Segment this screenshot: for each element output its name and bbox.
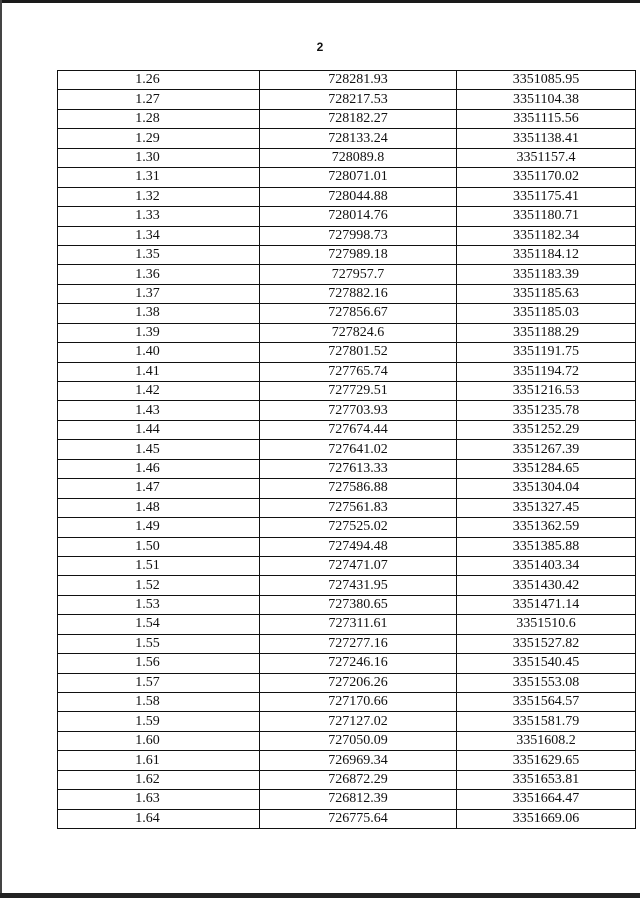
- x-coordinate-cell: 728217.53: [260, 90, 457, 109]
- y-coordinate-cell: 3351188.29: [457, 323, 636, 342]
- table-row: [58, 265, 636, 284]
- point-number-cell: 1.32: [58, 187, 260, 206]
- point-number-cell: 1.43: [58, 401, 260, 420]
- x-coordinate-cell: 728182.27: [260, 109, 457, 128]
- y-coordinate-cell: 3351527.82: [457, 634, 636, 653]
- point-number-cell: 1.61: [58, 751, 260, 770]
- table-row: [58, 595, 636, 614]
- y-coordinate-cell: 3351157.4: [457, 148, 636, 167]
- x-coordinate-cell: 727729.51: [260, 382, 457, 401]
- point-number-cell: 1.56: [58, 654, 260, 673]
- y-coordinate-cell: 3351403.34: [457, 556, 636, 575]
- point-number-cell: 1.58: [58, 693, 260, 712]
- point-number-cell: 1.64: [58, 809, 260, 828]
- x-coordinate-cell: 727380.65: [260, 595, 457, 614]
- table-row: [58, 304, 636, 323]
- y-coordinate-cell: 3351553.08: [457, 673, 636, 692]
- point-number-cell: 1.26: [58, 71, 260, 90]
- x-coordinate-cell: 727989.18: [260, 245, 457, 264]
- y-coordinate-cell: 3351184.12: [457, 245, 636, 264]
- y-coordinate-cell: 3351175.41: [457, 187, 636, 206]
- table-row: [58, 498, 636, 517]
- x-coordinate-cell: 727431.95: [260, 576, 457, 595]
- table-row: [58, 634, 636, 653]
- x-coordinate-cell: 727471.07: [260, 556, 457, 575]
- point-number-cell: 1.63: [58, 790, 260, 809]
- table-row: [58, 479, 636, 498]
- y-coordinate-cell: 3351304.04: [457, 479, 636, 498]
- y-coordinate-cell: 3351385.88: [457, 537, 636, 556]
- y-coordinate-cell: 3351267.39: [457, 440, 636, 459]
- table-row: [58, 731, 636, 750]
- y-coordinate-cell: 3351284.65: [457, 459, 636, 478]
- scan-edge-left: [0, 0, 2, 898]
- x-coordinate-cell: 727703.93: [260, 401, 457, 420]
- table-row: [58, 712, 636, 731]
- x-coordinate-cell: 727613.33: [260, 459, 457, 478]
- y-coordinate-cell: 3351540.45: [457, 654, 636, 673]
- scan-edge-bottom: [0, 893, 640, 898]
- table-row: [58, 654, 636, 673]
- y-coordinate-cell: 3351653.81: [457, 770, 636, 789]
- x-coordinate-cell: 727246.16: [260, 654, 457, 673]
- y-coordinate-cell: 3351608.2: [457, 731, 636, 750]
- table-row: [58, 129, 636, 148]
- x-coordinate-cell: 726775.64: [260, 809, 457, 828]
- y-coordinate-cell: 3351170.02: [457, 168, 636, 187]
- point-number-cell: 1.52: [58, 576, 260, 595]
- point-number-cell: 1.49: [58, 518, 260, 537]
- point-number-cell: 1.39: [58, 323, 260, 342]
- table-row: [58, 809, 636, 828]
- table-row: [58, 751, 636, 770]
- table-row: [58, 576, 636, 595]
- point-number-cell: 1.44: [58, 420, 260, 439]
- table-row: [58, 537, 636, 556]
- x-coordinate-cell: 726872.29: [260, 770, 457, 789]
- y-coordinate-cell: 3351185.63: [457, 284, 636, 303]
- x-coordinate-cell: 727170.66: [260, 693, 457, 712]
- point-number-cell: 1.62: [58, 770, 260, 789]
- point-number-cell: 1.34: [58, 226, 260, 245]
- x-coordinate-cell: 727050.09: [260, 731, 457, 750]
- y-coordinate-cell: 3351235.78: [457, 401, 636, 420]
- coordinates-table-body: [58, 71, 636, 829]
- table-row: [58, 148, 636, 167]
- x-coordinate-cell: 727127.02: [260, 712, 457, 731]
- x-coordinate-cell: 727206.26: [260, 673, 457, 692]
- table-row: [58, 770, 636, 789]
- table-row: [58, 187, 636, 206]
- x-coordinate-cell: 726969.34: [260, 751, 457, 770]
- x-coordinate-cell: 727641.02: [260, 440, 457, 459]
- point-number-cell: 1.54: [58, 615, 260, 634]
- table-row: [58, 693, 636, 712]
- point-number-cell: 1.37: [58, 284, 260, 303]
- point-number-cell: 1.31: [58, 168, 260, 187]
- table-row: [58, 323, 636, 342]
- x-coordinate-cell: 728071.01: [260, 168, 457, 187]
- point-number-cell: 1.29: [58, 129, 260, 148]
- point-number-cell: 1.28: [58, 109, 260, 128]
- x-coordinate-cell: 728014.76: [260, 207, 457, 226]
- x-coordinate-cell: 727882.16: [260, 284, 457, 303]
- point-number-cell: 1.27: [58, 90, 260, 109]
- x-coordinate-cell: 727561.83: [260, 498, 457, 517]
- x-coordinate-cell: 727311.61: [260, 615, 457, 634]
- y-coordinate-cell: 3351564.57: [457, 693, 636, 712]
- table-row: [58, 420, 636, 439]
- x-coordinate-cell: 727494.48: [260, 537, 457, 556]
- x-coordinate-cell: 727957.7: [260, 265, 457, 284]
- point-number-cell: 1.35: [58, 245, 260, 264]
- y-coordinate-cell: 3351362.59: [457, 518, 636, 537]
- point-number-cell: 1.51: [58, 556, 260, 575]
- table-row: [58, 343, 636, 362]
- table-row: [58, 790, 636, 809]
- table-row: [58, 615, 636, 634]
- table-row: [58, 401, 636, 420]
- point-number-cell: 1.60: [58, 731, 260, 750]
- table-row: [58, 440, 636, 459]
- table-row: [58, 71, 636, 90]
- table-row: [58, 382, 636, 401]
- x-coordinate-cell: 727998.73: [260, 226, 457, 245]
- y-coordinate-cell: 3351252.29: [457, 420, 636, 439]
- y-coordinate-cell: 3351085.95: [457, 71, 636, 90]
- table-row: [58, 673, 636, 692]
- point-number-cell: 1.40: [58, 343, 260, 362]
- table-row: [58, 459, 636, 478]
- y-coordinate-cell: 3351183.39: [457, 265, 636, 284]
- table-row: [58, 109, 636, 128]
- point-number-cell: 1.45: [58, 440, 260, 459]
- y-coordinate-cell: 3351430.42: [457, 576, 636, 595]
- y-coordinate-cell: 3351185.03: [457, 304, 636, 323]
- point-number-cell: 1.47: [58, 479, 260, 498]
- x-coordinate-cell: 727525.02: [260, 518, 457, 537]
- x-coordinate-cell: 727856.67: [260, 304, 457, 323]
- y-coordinate-cell: 3351138.41: [457, 129, 636, 148]
- x-coordinate-cell: 727674.44: [260, 420, 457, 439]
- x-coordinate-cell: 727586.88: [260, 479, 457, 498]
- coordinates-table: [57, 70, 636, 829]
- y-coordinate-cell: 3351194.72: [457, 362, 636, 381]
- table-row: [58, 245, 636, 264]
- y-coordinate-cell: 3351191.75: [457, 343, 636, 362]
- y-coordinate-cell: 3351510.6: [457, 615, 636, 634]
- table-row: [58, 362, 636, 381]
- x-coordinate-cell: 728044.88: [260, 187, 457, 206]
- y-coordinate-cell: 3351180.71: [457, 207, 636, 226]
- x-coordinate-cell: 727765.74: [260, 362, 457, 381]
- table-row: [58, 90, 636, 109]
- table-row: [58, 284, 636, 303]
- x-coordinate-cell: 728281.93: [260, 71, 457, 90]
- y-coordinate-cell: 3351629.65: [457, 751, 636, 770]
- y-coordinate-cell: 3351115.56: [457, 109, 636, 128]
- point-number-cell: 1.57: [58, 673, 260, 692]
- point-number-cell: 1.59: [58, 712, 260, 731]
- point-number-cell: 1.36: [58, 265, 260, 284]
- y-coordinate-cell: 3351327.45: [457, 498, 636, 517]
- table-row: [58, 207, 636, 226]
- y-coordinate-cell: 3351669.06: [457, 809, 636, 828]
- x-coordinate-cell: 726812.39: [260, 790, 457, 809]
- point-number-cell: 1.46: [58, 459, 260, 478]
- y-coordinate-cell: 3351182.34: [457, 226, 636, 245]
- x-coordinate-cell: 727801.52: [260, 343, 457, 362]
- table-row: [58, 168, 636, 187]
- x-coordinate-cell: 727824.6: [260, 323, 457, 342]
- y-coordinate-cell: 3351581.79: [457, 712, 636, 731]
- point-number-cell: 1.38: [58, 304, 260, 323]
- point-number-cell: 1.41: [58, 362, 260, 381]
- point-number-cell: 1.50: [58, 537, 260, 556]
- scan-edge-top: [0, 0, 640, 3]
- table-row: [58, 518, 636, 537]
- page-number: 2: [316, 40, 324, 54]
- x-coordinate-cell: 728133.24: [260, 129, 457, 148]
- y-coordinate-cell: 3351664.47: [457, 790, 636, 809]
- y-coordinate-cell: 3351471.14: [457, 595, 636, 614]
- x-coordinate-cell: 728089.8: [260, 148, 457, 167]
- point-number-cell: 1.48: [58, 498, 260, 517]
- point-number-cell: 1.30: [58, 148, 260, 167]
- point-number-cell: 1.42: [58, 382, 260, 401]
- point-number-cell: 1.55: [58, 634, 260, 653]
- x-coordinate-cell: 727277.16: [260, 634, 457, 653]
- y-coordinate-cell: 3351216.53: [457, 382, 636, 401]
- table-row: [58, 556, 636, 575]
- point-number-cell: 1.33: [58, 207, 260, 226]
- y-coordinate-cell: 3351104.38: [457, 90, 636, 109]
- table-row: [58, 226, 636, 245]
- point-number-cell: 1.53: [58, 595, 260, 614]
